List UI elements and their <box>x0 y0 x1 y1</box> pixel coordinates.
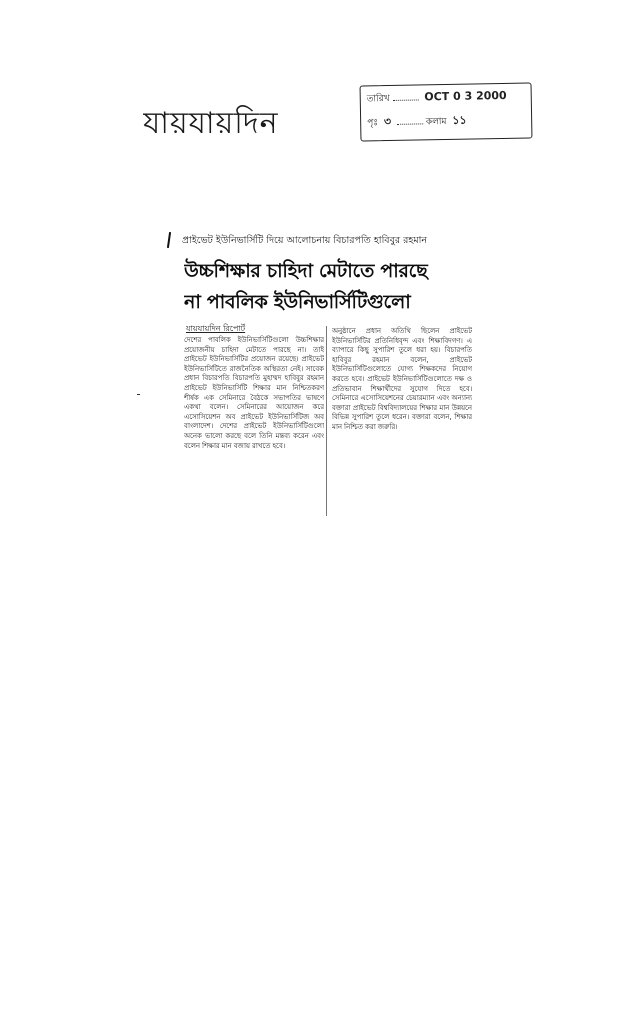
column-divider <box>326 326 327 516</box>
stamp-date-row <box>367 86 525 109</box>
right-column-text: অনুষ্ঠানে প্রধান অতিথি ছিলেন প্রাইভেট ইউনিভার্সিটির প্রতিনিধিবৃন্দ এবং শিক্ষাবিদগণ। এ ব্যাপারে কিছু সুপারিশ তুলে ধরা হয়। বিচারপতি হাবিবুর রহমান বলেন, প্রাইভেট ইউনিভার্সিটিগুলোতে যোগ্য শিক্ষকদের নিয়োগ করতে হবে। প্রাইভেট ইউনিভার্সিটিগুলোতে দক্ষ ও প্রতিভাবান শিক্ষার্থীদের সুযোগ দিতে হবে। সেমিনারে এসোসিয়েশনের চেয়ারম্যান এবং অন্যান্য বক্তারা প্রাইভেট বিশ্ববিদ্যালয়ের শিক্ষার মান উন্নয়নে বিভিন্ন সুপারিশ তুলে ধরেন। বক্তারা বলেন, শিক্ষার মান নিশ্চিত করা জরুরি। <box>332 326 472 431</box>
newspaper-masthead: যায়যায়দিন <box>143 106 279 141</box>
article-headline <box>184 256 480 318</box>
left-column-text: দেশের পাবলিক ইউনিভার্সিটিগুলো উচ্চশিক্ষার প্রয়োজনীয় চাহিদা মেটাতে পারছে না। তাই প্রাইভেট ইউনিভার্সিটির প্রয়োজন রয়েছে। প্রাইভেট ইউনিভার্সিটিতে রাজনৈতিক অস্থিরতা নেই। সাবেক প্রধান বিচারপতি বিচারপতি মুহাম্মদ হাবিবুর রহমান প্রাইভেট ইউনিভার্সিটি শিক্ষার মান নিশ্চিতকরণ শীর্ষক এক সেমিনারে বৈঠকে সভাপতির ভাষণে একথা বলেন। সেমিনারের আয়োজন করে এসোসিয়েশন অব প্রাইভেট ইউনিভার্সিটিজ অব বাংলাদেশ। দেশের প্রাইভেট ইউনিভার্সিটিগুলো অনেক ভালো করছে বলে তিনি মন্তব্য করেন এবং বলেন শিক্ষার মান বজায় রাখতে হবে। <box>184 335 324 450</box>
article-byline: যায়যায়দিন রিপোর্ট <box>186 324 246 333</box>
kicker-bracket <box>167 232 171 248</box>
headline-line-1: উচ্চশিক্ষার চাহিদা মেটাতে পারছে <box>184 260 428 282</box>
news-clipping <box>168 232 472 522</box>
article-kicker: প্রাইভেট ইউনিভার্সিটি দিয়ে আলোচনায় বিচারপতি হাবিবুর রহমান <box>182 235 428 246</box>
article-column-right <box>332 326 472 514</box>
stamp-page-label: পৃঃ <box>367 118 379 129</box>
article-column-left <box>184 335 324 515</box>
stamp-date-value: OCT 0 3 2000 <box>424 88 507 104</box>
scan-speck <box>137 394 140 395</box>
stamp-column-value: ১১ <box>452 113 467 127</box>
headline-line-2: না পাবলিক ইউনিভার্সিটিগুলো <box>184 291 411 313</box>
stamp-column-label: কলাম <box>425 116 447 128</box>
stamp-rule <box>397 114 423 124</box>
clipping-stamp <box>360 83 533 142</box>
stamp-rule <box>392 90 418 100</box>
stamp-date-label: তারিখ <box>366 93 390 105</box>
stamp-page-row <box>367 110 525 133</box>
stamp-page-value: ৩ <box>383 114 392 129</box>
